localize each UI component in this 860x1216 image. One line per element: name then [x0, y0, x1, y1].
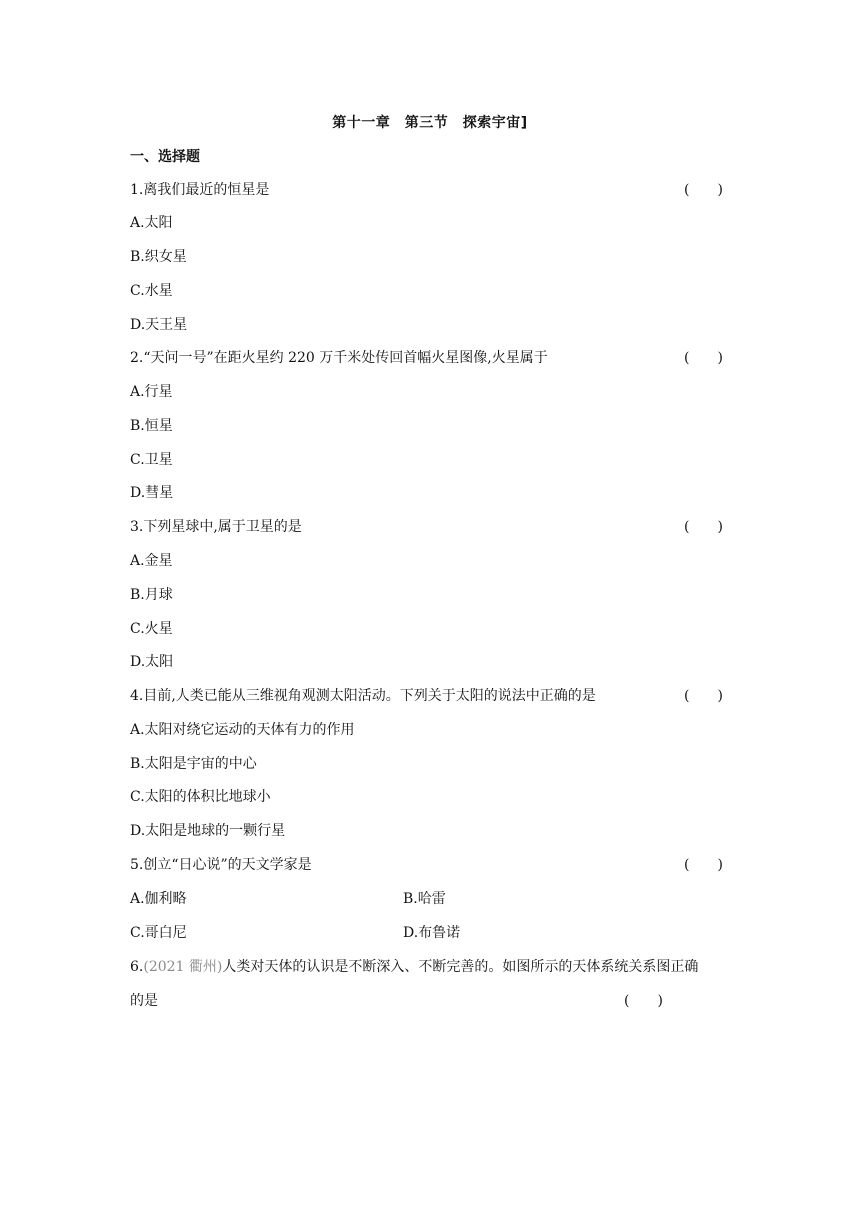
question-4-stem: 4.目前,人类已能从三维视角观测太阳活动。下列关于太阳的说法中正确的是 — [130, 688, 596, 704]
question-2-option-d: D.彗星 — [130, 485, 174, 501]
question-1-option-a: A.太阳 — [130, 215, 173, 231]
question-6-stem-line-1: 人类对天体的认识是不断深入、不断完善的。如图所示的天体系统关系图正确 — [222, 959, 699, 975]
question-3-option-c: C.火星 — [130, 621, 173, 637]
question-6-stem — [130, 958, 698, 976]
section-heading: 一、选择题 — [130, 149, 200, 165]
question-1-option-b: B.织女星 — [130, 249, 187, 265]
question-6-answer-blank: ( ) — [624, 993, 663, 1009]
question-1-stem: 1.离我们最近的恒星是 — [130, 182, 270, 198]
question-5-option-b: B.哈雷 — [403, 891, 446, 907]
question-6-source: (2021 衢州) — [143, 959, 223, 975]
question-3-stem: 3.下列星球中,属于卫星的是 — [130, 519, 302, 535]
question-6-number: 6. — [130, 959, 144, 975]
question-4-answer-blank: ( ) — [684, 688, 723, 704]
question-3-answer-blank: ( ) — [684, 519, 723, 535]
question-2-stem: 2.“天问一号”在距火星约 220 万千米处传回首幅火星图像,火星属于 — [130, 350, 548, 366]
question-4-option-c: C.太阳的体积比地球小 — [130, 789, 271, 805]
question-2-option-c: C.卫星 — [130, 452, 173, 468]
question-5-stem: 5.创立“日心说”的天文学家是 — [130, 857, 312, 873]
question-4-option-a: A.太阳对绕它运动的天体有力的作用 — [130, 722, 355, 738]
question-1-answer-blank: ( ) — [684, 182, 723, 198]
question-5-option-a: A.伽利略 — [130, 891, 187, 907]
question-5-option-d: D.布鲁诺 — [403, 925, 461, 941]
question-1-option-c: C.水星 — [130, 283, 173, 299]
question-3-option-b: B.月球 — [130, 587, 173, 603]
question-4-option-d: D.太阳是地球的一颗行星 — [130, 823, 286, 839]
question-5-option-c: C.哥白尼 — [130, 925, 187, 941]
question-1-option-d: D.天王星 — [130, 317, 188, 333]
question-2-option-b: B.恒星 — [130, 418, 173, 434]
question-6-stem-line-2: 的是 — [130, 993, 158, 1009]
question-4-option-b: B.太阳是宇宙的中心 — [130, 756, 257, 772]
question-3-option-d: D.太阳 — [130, 654, 174, 670]
question-5-answer-blank: ( ) — [684, 857, 723, 873]
question-3-option-a: A.金星 — [130, 553, 173, 569]
page-title: 第十一章 第三节 探索宇宙] — [332, 115, 528, 131]
question-2-option-a: A.行星 — [130, 384, 173, 400]
question-2-answer-blank: ( ) — [684, 350, 723, 366]
